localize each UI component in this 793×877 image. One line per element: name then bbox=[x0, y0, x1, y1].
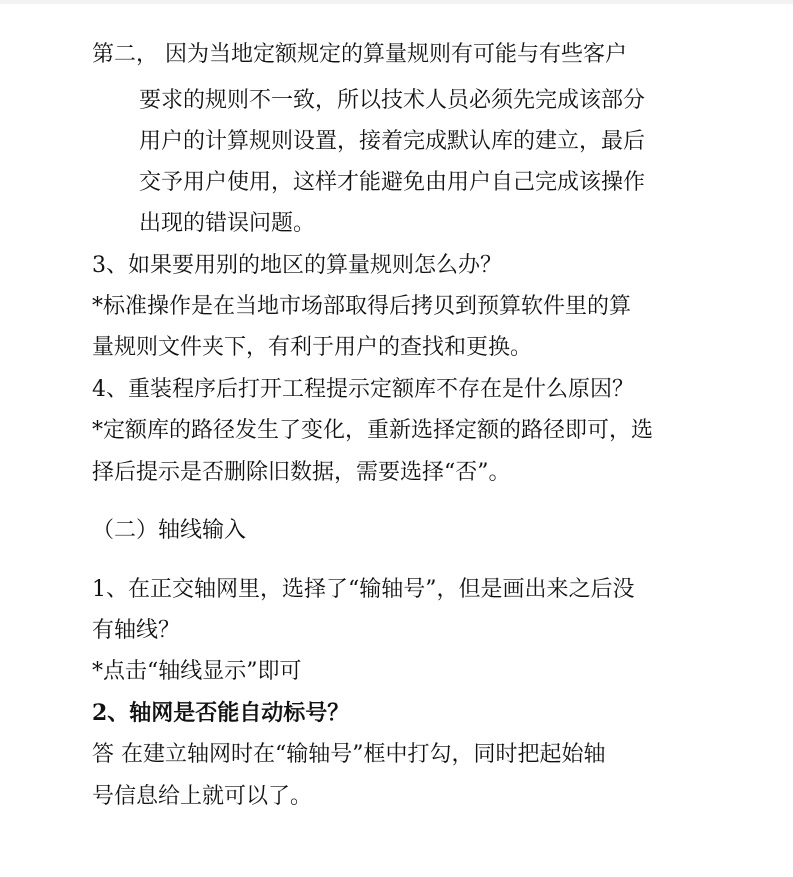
text-line-4: 交予用户使用，这样才能避免由用户自己完成该操作 bbox=[139, 170, 646, 195]
answer-1: *点击“轴线显示”即可 bbox=[92, 659, 302, 684]
answer-2-line-1: 答 在建立轴网时在“输轴号”框中打勾，同时把起始轴 bbox=[92, 742, 606, 767]
answer-3-line-2: 量规则文件夹下，有利于用户的查找和更换。 bbox=[92, 335, 533, 360]
question-3: 3、如果要用别的地区的算量规则怎么办？ bbox=[92, 253, 502, 278]
question-2: 2、轴网是否能自动标号？ bbox=[92, 700, 350, 726]
question-1-line-2: 有轴线？ bbox=[92, 618, 181, 643]
question-1: 1、在正交轴网里，选择了“输轴号”，但是画出来之后没 bbox=[92, 577, 635, 602]
text-line-1: 第二， 因为当地定额规定的算量规则有可能与有些客户 bbox=[92, 42, 627, 67]
answer-2-line-2: 号信息给上就可以了。 bbox=[92, 784, 313, 809]
section-heading: （二）轴线输入 bbox=[92, 518, 247, 543]
text-line-2: 要求的规则不一致，所以技术人员必须先完成该部分 bbox=[139, 88, 646, 113]
text-line-3: 用户的计算规则设置，接着完成默认库的建立，最后 bbox=[139, 129, 646, 154]
answer-4-line-2: 择后提示是否删除旧数据，需要选择“否”。 bbox=[92, 460, 511, 485]
text-line-5: 出现的错误问题。 bbox=[139, 211, 316, 236]
answer-4-line-1: *定额库的路径发生了变化，重新选择定额的路径即可，选 bbox=[92, 418, 654, 443]
top-divider bbox=[0, 0, 793, 4]
question-4: 4、重装程序后打开工程提示定额库不存在是什么原因？ bbox=[92, 377, 634, 402]
answer-3-line-1: *标准操作是在当地市场部取得后拷贝到预算软件里的算 bbox=[92, 294, 632, 319]
